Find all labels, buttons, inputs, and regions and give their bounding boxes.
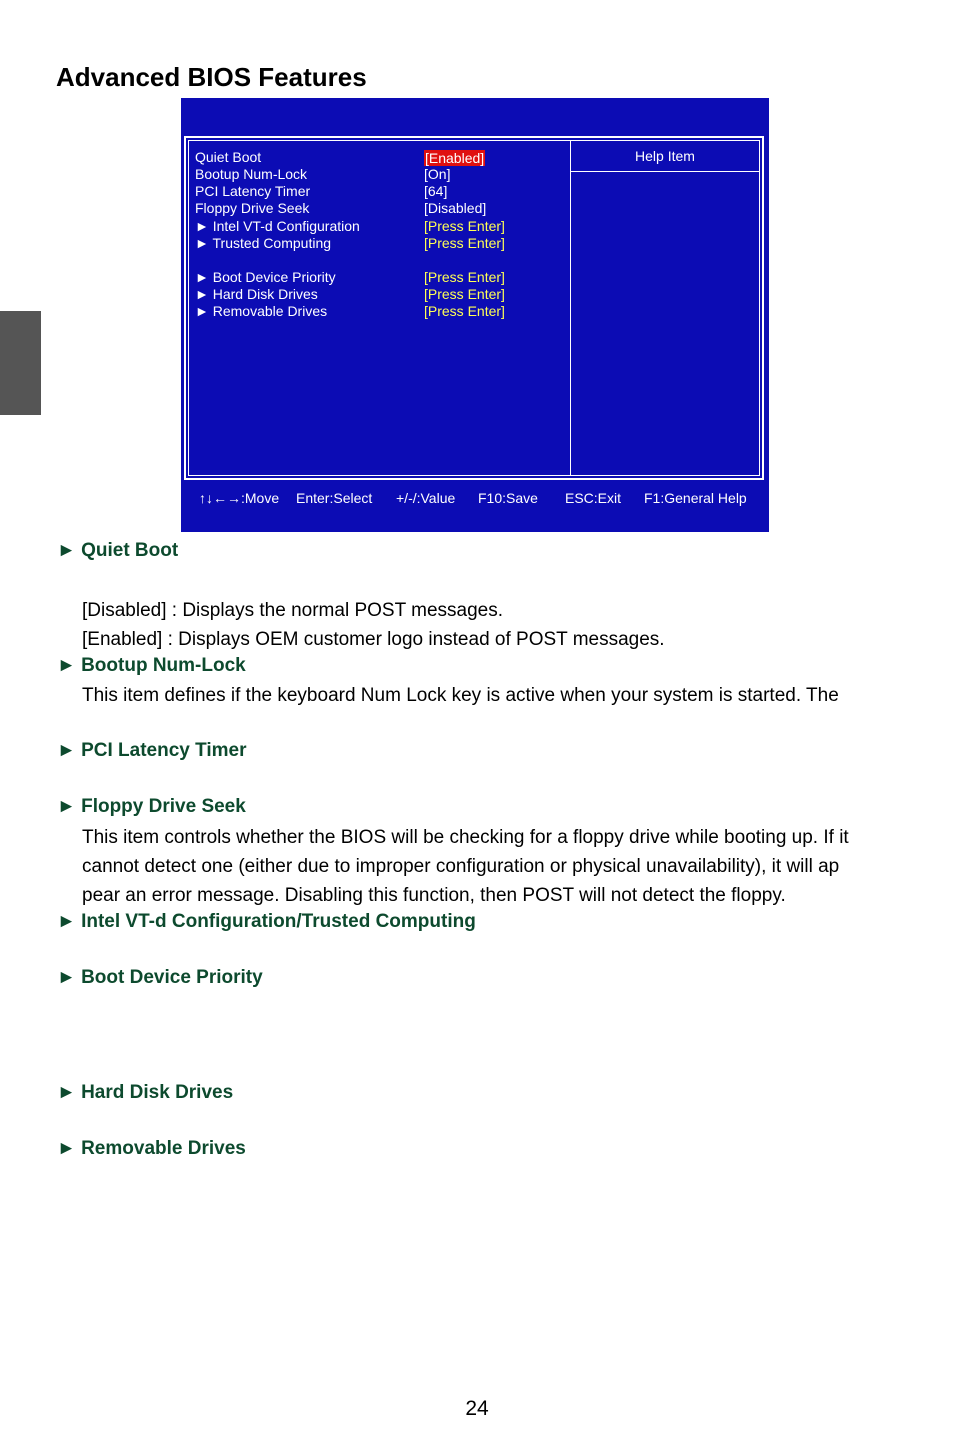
floppy-seek-desc-line-1: This item controls whether the BIOS will be checking for a floppy drive while booting up. If it xyxy=(82,827,849,848)
heading-bootup-num-lock: ► Bootup Num-Lock xyxy=(57,655,246,676)
help-title-underline xyxy=(571,171,759,172)
bios-item-trusted-computing[interactable]: ► Trusted Computing xyxy=(195,235,332,251)
heading-vtd-trusted-computing: ► Intel VT-d Configuration/Trusted Computing xyxy=(57,911,476,932)
bios-value-pci-latency-timer[interactable]: [64] xyxy=(424,183,448,199)
bios-value-bootup-num-lock[interactable]: [On] xyxy=(424,166,451,182)
heading-floppy-drive-seek: ► Floppy Drive Seek xyxy=(57,796,246,817)
bios-item-pci-latency-timer[interactable]: PCI Latency Timer xyxy=(195,183,311,199)
heading-boot-device-priority: ► Boot Device Priority xyxy=(57,967,263,988)
bios-item-hard-disk-drives[interactable]: ► Hard Disk Drives xyxy=(195,286,318,302)
bios-item-quiet-boot[interactable]: Quiet Boot xyxy=(195,149,262,165)
bios-value-intel-vtd[interactable]: [Press Enter] xyxy=(424,218,505,234)
bios-value-boot-device-priority[interactable]: [Press Enter] xyxy=(424,269,505,285)
bios-value-selected[interactable]: [Enabled] xyxy=(425,150,485,166)
bios-item-floppy-drive-seek[interactable]: Floppy Drive Seek xyxy=(195,200,310,216)
bios-screen xyxy=(181,98,769,532)
bios-value-hard-disk-drives[interactable]: [Press Enter] xyxy=(424,286,505,302)
bios-item-intel-vtd[interactable]: ► Intel VT-d Configuration xyxy=(195,218,360,234)
bios-key-legend xyxy=(199,490,747,506)
key-hint-help: F1:General Help xyxy=(644,490,747,506)
bios-panel-divider xyxy=(570,141,571,475)
key-hint-select: Enter:Select xyxy=(296,490,373,506)
heading-removable-drives: ► Removable Drives xyxy=(57,1138,246,1159)
key-hint-move: ↑↓←→:Move xyxy=(199,490,280,506)
key-hint-value: +/-/:Value xyxy=(396,490,456,506)
bootup-num-lock-desc: This item defines if the keyboard Num Lock key is active when your system is started. The xyxy=(82,685,839,706)
floppy-seek-desc-line-2: cannot detect one (either due to improper configuration or physical unavailability), it will ap xyxy=(82,856,840,877)
page-number: 24 xyxy=(465,1397,489,1420)
key-hint-exit: ESC:Exit xyxy=(565,490,622,506)
quiet-boot-disabled-desc: [Disabled] : Displays the normal POST messages. xyxy=(82,600,503,621)
bios-value-quiet-boot[interactable] xyxy=(424,150,485,167)
side-tab-marker xyxy=(0,311,41,415)
page-title: Advanced BIOS Features xyxy=(56,62,367,92)
bios-item-bootup-num-lock[interactable]: Bootup Num-Lock xyxy=(195,166,308,182)
heading-quiet-boot: ► Quiet Boot xyxy=(57,540,179,561)
bios-value-trusted-computing[interactable]: [Press Enter] xyxy=(424,235,505,251)
bios-item-boot-device-priority[interactable]: ► Boot Device Priority xyxy=(195,269,336,285)
key-hint-save: F10:Save xyxy=(478,490,538,506)
help-item-title: Help Item xyxy=(635,148,695,164)
bios-value-removable-drives[interactable]: [Press Enter] xyxy=(424,303,505,319)
heading-pci-latency-timer: ► PCI Latency Timer xyxy=(57,740,247,761)
bios-value-floppy-drive-seek[interactable]: [Disabled] xyxy=(424,200,487,216)
quiet-boot-enabled-desc: [Enabled] : Displays OEM customer logo instead of POST messages. xyxy=(82,629,665,650)
bios-item-removable-drives[interactable]: ► Removable Drives xyxy=(195,303,328,319)
heading-hard-disk-drives: ► Hard Disk Drives xyxy=(57,1082,234,1103)
floppy-seek-desc-line-3: pear an error message. Disabling this function, then POST will not detect the floppy. xyxy=(82,885,786,906)
